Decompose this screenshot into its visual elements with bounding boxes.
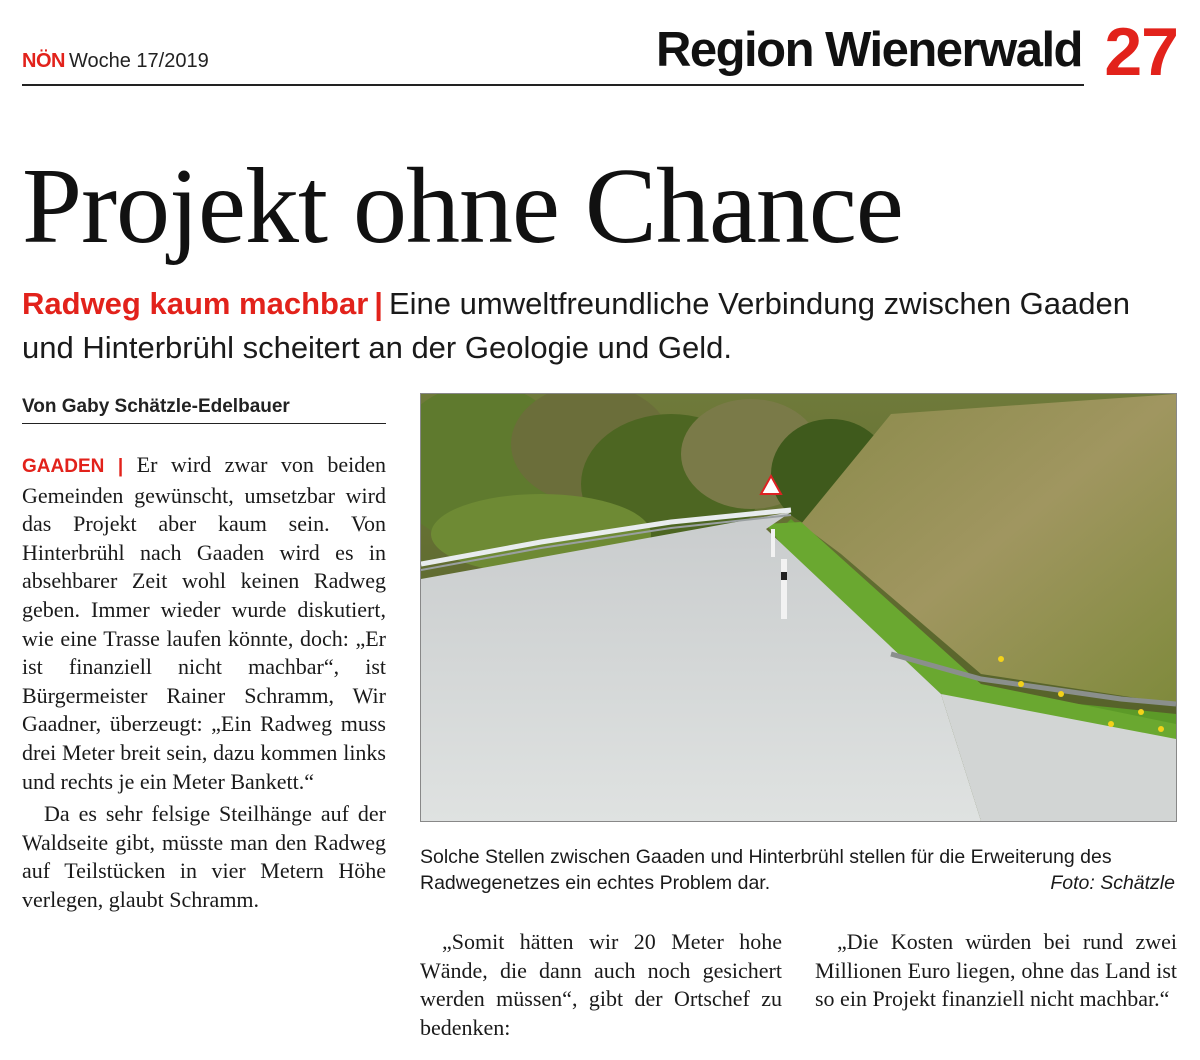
paragraph-3: „Somit hätten wir 20 Meter hohe Wände, die dann auch noch gesichert werden müssen“, gibt der Ortschef zu bedenken: xyxy=(420,929,782,1040)
dateline-separator: | xyxy=(117,456,124,477)
byline: Von Gaby Schätzle-Edelbauer xyxy=(22,396,290,417)
brand-logo: NÖN xyxy=(22,50,65,72)
kicker-separator: | xyxy=(374,286,383,321)
paragraph-1-text: Er wird zwar von beiden Gemeinden gewünscht, umsetzbar wird das Projekt aber kaum sein. Von Hinterbrühl nach Gaaden wird es in absehbarer Zeit wohl keinen Radweg geben. Immer wieder wurde diskutiert, wie eine Trasse laufen könnte, doch: „Er ist finanziell nicht machbar“, ist Bürgermeister Rainer Schramm, Wir Gaadner, überzeugt: „Ein Radweg muss drei Meter breit sein, dazu kommen links und rechts je ein Meter Bankett.“ xyxy=(22,452,387,794)
column-1 xyxy=(22,451,386,915)
column-2 xyxy=(420,928,782,1042)
subheadline xyxy=(22,282,1182,370)
photo-credit: Foto: Schätzle xyxy=(1050,872,1175,894)
byline-rule xyxy=(22,423,386,424)
page-number: 27 xyxy=(1104,14,1178,90)
paragraph-2: Da es sehr felsige Steilhänge auf der Waldseite gibt, müsste man den Radweg auf Teilstücken in vier Metern Höhe verlegen, glaubt Schramm. xyxy=(22,801,386,912)
photo-caption xyxy=(420,844,1175,896)
caption-text: Solche Stellen zwischen Gaaden und Hinterbrühl stellen für die Erweiterung des Radwegenetzes ein echtes Problem dar. xyxy=(420,846,1112,894)
kicker: Radweg kaum machbar xyxy=(22,286,369,321)
column-3 xyxy=(815,928,1177,1014)
dateline: GAADEN xyxy=(22,456,105,477)
issue-label: Woche 17/2019 xyxy=(68,50,209,72)
article-photo xyxy=(420,393,1177,822)
subhead-text: Eine umweltfreundliche Verbindung zwischen Gaaden und Hinterbrühl scheitert an der Geologie und Geld. xyxy=(22,286,1131,365)
paragraph-4: „Die Kosten würden bei rund zwei Millionen Euro liegen, ohne das Land ist so ein Projekt finanziell nicht machbar.“ xyxy=(815,929,1177,1012)
paragraph-1 xyxy=(22,451,386,796)
headline: Projekt ohne Chance xyxy=(22,147,903,266)
road-photo-illustration xyxy=(421,394,1176,821)
header-rule xyxy=(22,84,1084,86)
masthead xyxy=(22,50,209,73)
section-title: Region Wienerwald xyxy=(655,23,1082,77)
